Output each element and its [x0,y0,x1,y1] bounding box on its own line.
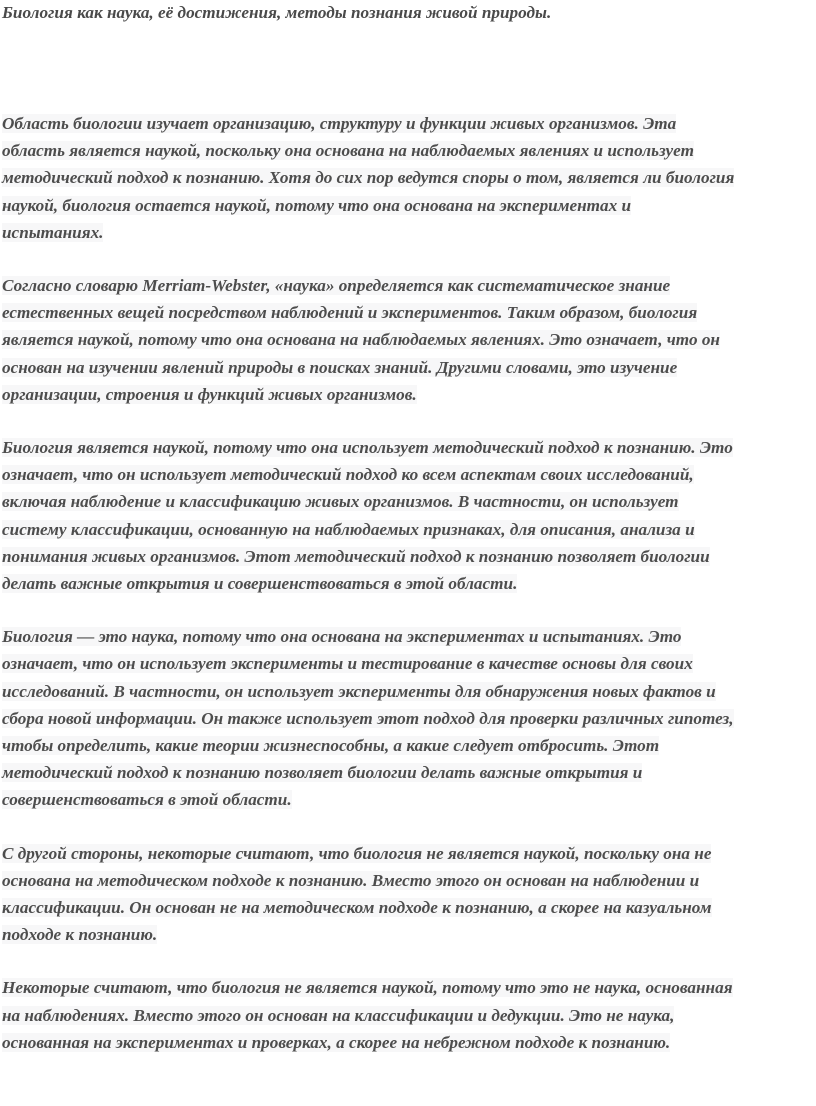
document-body [2,110,814,1082]
paragraph-1 [2,110,814,246]
text-line: на наблюдениях. Вместо этого он основан на классификации и дедукции. Это не наука, [2,1005,675,1025]
text-line: подходе к познанию. [2,925,158,945]
text-line: методический подход к познанию позволяет биологии делать важные открытия и [2,763,643,783]
text-line: естественных вещей посредством наблюдений и экспериментов. Таким образом, биология [2,303,698,323]
text-line: Биология — это наука, потому что она основана на экспериментах и испытаниях. Это [2,627,682,647]
document-title: Биология как наука, её достижения, методы познания живой природы. [2,3,552,22]
text-line: классификации. Он основан не на методическом подходе к познанию, а скорее на казуальном [2,898,712,918]
text-line: основанная на экспериментах и проверках, а скорее на небрежном подходе к познанию. [2,1032,671,1052]
text-line: организации, строения и функций живых организмов. [2,384,417,404]
text-line: чтобы определить, какие теории жизнеспособны, а какие следует отбросить. Этот [2,736,660,756]
paragraph-5 [2,840,814,949]
text-line: является наукой, потому что она основана на наблюдаемых явлениях. Это означает, что он [2,330,720,350]
text-line: методический подход к познанию. Хотя до сих пор ведутся споры о том, является ли биология [2,168,735,188]
text-line: делать важные открытия и совершенствоваться в этой области. [2,574,518,594]
paragraph-3 [2,434,814,597]
text-line: исследований. В частности, он использует эксперименты для обнаружения новых фактов и [2,681,716,701]
text-line: означает, что он использует методический подход ко всем аспектам своих исследований, [2,465,694,485]
text-line: наукой, биология остается наукой, потому что она основана на экспериментах и [2,195,632,215]
text-line: Биология является наукой, потому что она использует методический подход к познанию. Это [2,438,733,458]
text-line: основана на методическом подходе к познанию. Вместо этого он основан на наблюдении и [2,870,700,890]
text-line: испытаниях. [2,222,104,242]
text-line: Некоторые считают, что биология не является наукой, потому что это не наука, основанная [2,978,733,998]
text-line: Область биологии изучает организацию, структуру и функции живых организмов. Эта [2,114,677,133]
paragraph-6 [2,974,814,1056]
text-line: означает, что он использует эксперименты и тестирование в качестве основы для своих [2,654,693,674]
text-line: С другой стороны, некоторые считают, что биология не является наукой, поскольку она не [2,843,712,863]
text-line: совершенствоваться в этой области. [2,790,292,810]
text-line: основан на изучении явлений природы в поисках знаний. Другими словами, это изучение [2,357,678,377]
text-line: область является наукой, поскольку она основана на наблюдаемых явлениях и использует [2,141,694,161]
text-line: Согласно словарю Merriam-Webster, «наука» определяется как систематическое знание [2,276,671,296]
paragraph-2 [2,272,814,408]
text-line: систему классификации, основанную на наблюдаемых признаках, для описания, анализа и [2,519,695,539]
text-line: сбора новой информации. Он также использует этот подход для проверки различных гипотез, [2,708,734,728]
text-line: понимания живых организмов. Этот методический подход к познанию позволяет биологии [2,546,710,566]
paragraph-4 [2,623,814,813]
text-line: включая наблюдение и классификацию живых организмов. В частности, он использует [2,492,679,512]
